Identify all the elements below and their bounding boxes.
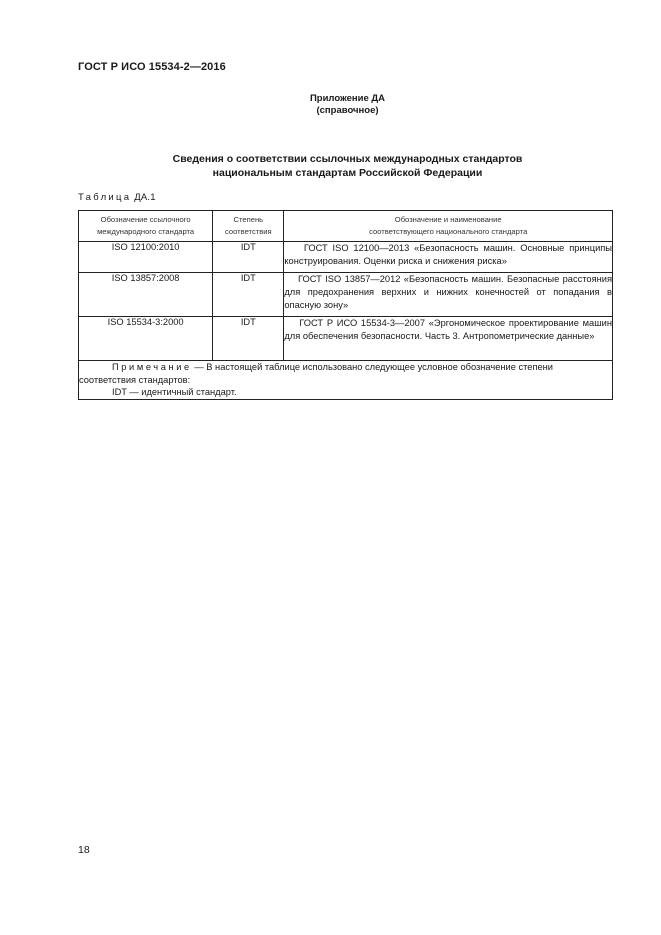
section-title-line-1: Сведения о соответствии ссылочных международных стандартов [172, 153, 523, 165]
table-header-row [79, 211, 613, 242]
note-idt-definition: IDT — идентичный стандарт. [112, 387, 237, 397]
header-col2-line1: Степень [233, 215, 264, 224]
degree-of-correspondence: IDT [213, 317, 284, 361]
header-col1-line2: международного стандарта [97, 227, 195, 236]
header-national-standard [284, 211, 613, 242]
national-standard-name: ГОСТ ISO 12100—2013 «Безопасность машин. Основные принципы конструирования. Оценки риска и снижения риска» [284, 242, 613, 273]
appendix-title: Приложение ДА [309, 93, 386, 104]
correspondence-table [78, 210, 613, 400]
table-row [79, 273, 613, 317]
international-standard-code: ISO 12100:2010 [79, 242, 213, 273]
document-code: ГОСТ Р ИСО 15534-2—2016 [78, 61, 226, 73]
table-caption-number: ДА.1 [134, 192, 156, 203]
header-col2-line2: соответствия [225, 227, 272, 236]
table-note-row [79, 361, 613, 400]
degree-of-correspondence: IDT [213, 273, 284, 317]
national-standard-name: ГОСТ Р ИСО 15534-3—2007 «Эргономическое проектирование машин для обеспечения безопасности. Часть 3. Антропометрические данные» [284, 317, 613, 361]
header-col1-line1: Обозначение ссылочного [100, 215, 191, 224]
header-col3-line1: Обозначение и наименование [394, 215, 502, 224]
header-col3-line2: соответствующего национального стандарта [369, 227, 528, 236]
table-row [79, 317, 613, 361]
section-title-line-2: национальным стандартам Российской Федерации [212, 167, 483, 179]
note-label: Примечание [112, 362, 192, 372]
header-international-standard [79, 211, 213, 242]
degree-of-correspondence: IDT [213, 242, 284, 273]
international-standard-code: ISO 13857:2008 [79, 273, 213, 317]
header-degree [213, 211, 284, 242]
international-standard-code: ISO 15534-3:2000 [79, 317, 213, 361]
table-caption-word: Таблица [78, 192, 132, 203]
page-number: 18 [78, 844, 90, 856]
table-row [79, 242, 613, 273]
national-standard-name: ГОСТ ISO 13857—2012 «Безопасность машин. Безопасные расстояния для предохранения верхних и нижних конечностей от попадания в опасную зону» [284, 273, 613, 317]
table-caption [78, 192, 156, 203]
table-note [79, 361, 613, 400]
appendix-subtitle: (справочное) [316, 105, 379, 116]
note-text: — В настоящей таблице использовано следующее условное обозначение степени соответствия стандартов: [79, 362, 553, 385]
